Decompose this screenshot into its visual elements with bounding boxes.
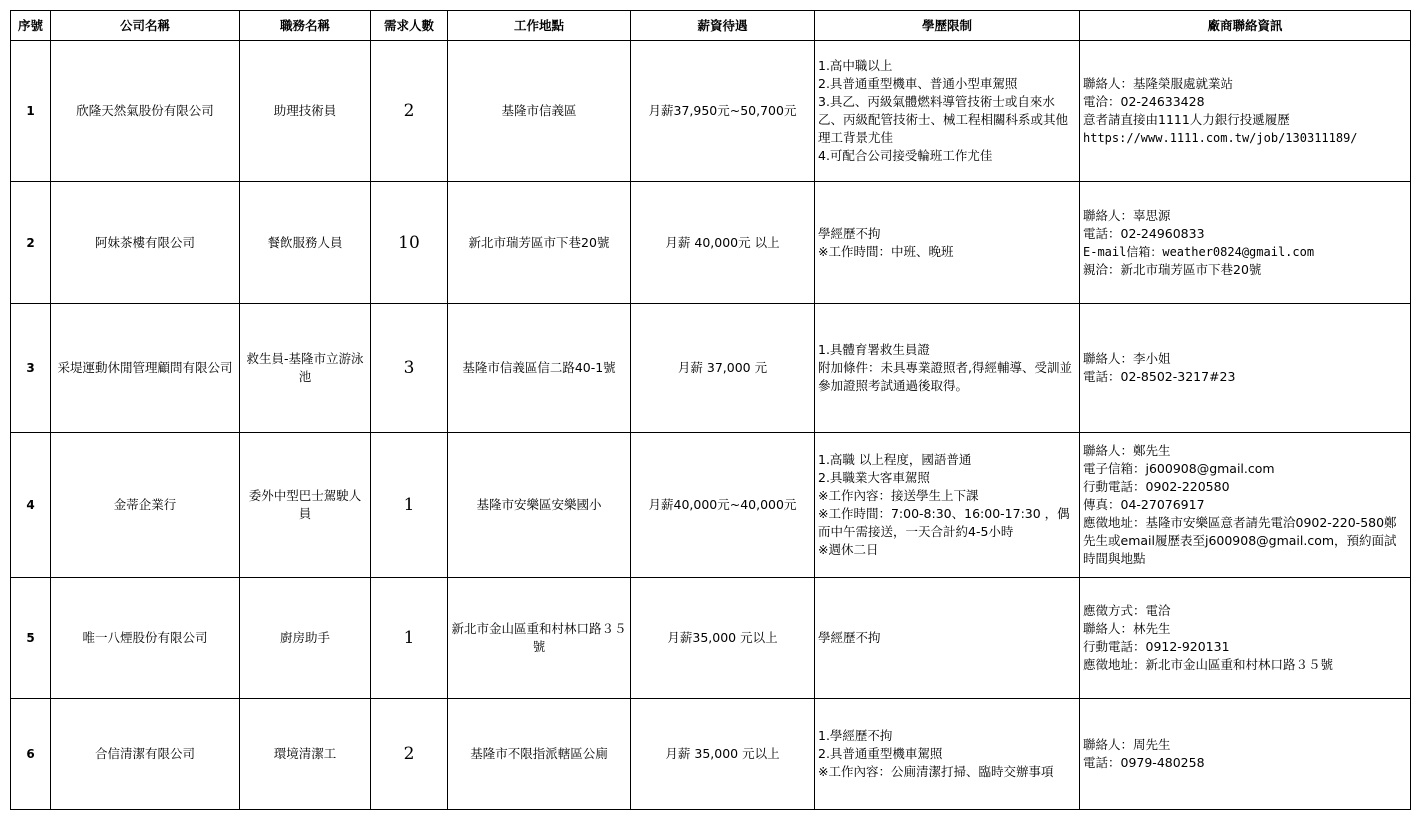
requirements-cell	[815, 699, 1080, 810]
header-row	[11, 11, 1411, 41]
requirement-line: 2.具普通重型機車駕照	[818, 746, 943, 761]
work-location: 新北市金山區重和村林口路３５號	[448, 578, 631, 699]
contact-line: 聯絡人：基隆榮服處就業站	[1083, 76, 1234, 91]
contact-cell	[1080, 578, 1411, 699]
contact-line: 聯絡人：辜思源	[1083, 207, 1171, 223]
contact-line: 應徵地址：新北市金山區重和村林口路３５號	[1083, 657, 1334, 672]
company-name: 唯一八煙股份有限公司	[51, 578, 240, 699]
contact-cell	[1080, 304, 1411, 433]
company-name: 阿妹茶樓有限公司	[51, 182, 240, 304]
position-name: 廚房助手	[240, 578, 371, 699]
contact-email[interactable]: E-mail信箱：weather0824@gmail.com	[1083, 244, 1315, 259]
salary: 月薪35,000 元以上	[631, 578, 815, 699]
table-row	[11, 182, 1411, 304]
position-name: 委外中型巴士駕駛人員	[240, 433, 371, 578]
requirement-line: ※工作時間：7:00-8:30、16:00-17:30 ，偶而中午需接送，一天合計約4-5小時	[818, 506, 1070, 539]
contact-email[interactable]: 電子信箱：j600908@gmail.com	[1083, 461, 1275, 476]
contact-line: 電洽：02-24633428	[1083, 94, 1205, 109]
company-name: 采堤運動休閒管理顧問有限公司	[51, 304, 240, 433]
contact-line: 電話：02-24960833	[1083, 225, 1205, 241]
row-number: 5	[11, 578, 51, 699]
work-location: 基隆市信義區信二路40-1號	[448, 304, 631, 433]
contact-line: 意者請直接由1111人力銀行投遞履歷	[1083, 112, 1290, 127]
requirements-cell	[815, 304, 1080, 433]
requirement-line: 4.可配合公司接受輪班工作尤佳	[818, 148, 993, 163]
requirement-line: 附加條件：未具專業證照者,得經輔導、受訓並參加證照考試通過後取得。	[818, 360, 1072, 393]
contact-line: 應徵方式：電洽	[1083, 603, 1171, 618]
work-location: 基隆市不限指派轄區公廁	[448, 699, 631, 810]
contact-line: 電話：0979-480258	[1083, 755, 1205, 770]
contact-line: 聯絡人：鄭先生	[1083, 443, 1171, 458]
requirements-cell	[815, 433, 1080, 578]
requirement-line: ※工作時間：中班、晚班	[818, 243, 954, 259]
headcount: 2	[371, 699, 448, 810]
header-position: 職務名稱	[240, 11, 371, 41]
requirements-cell	[815, 182, 1080, 304]
salary: 月薪 40,000元 以上	[631, 182, 815, 304]
contact-line: 行動電話：0912-920131	[1083, 639, 1230, 654]
requirement-line: 3.具乙、丙級氣體燃料導管技術士或自來水乙、丙級配管技術士、械工程相關科系或其他理工背景尤佳	[818, 94, 1069, 145]
contact-line: 電話：02-8502-3217#23	[1083, 369, 1236, 384]
requirement-line: 1.高中職以上	[818, 58, 893, 73]
company-name: 合信清潔有限公司	[51, 699, 240, 810]
requirement-line: ※週休二日	[818, 542, 879, 557]
work-location: 基隆市安樂區安樂國小	[448, 433, 631, 578]
contact-line: 聯絡人：林先生	[1083, 621, 1171, 636]
contact-cell	[1080, 433, 1411, 578]
contact-line: 傳真：04-27076917	[1083, 497, 1205, 512]
row-number: 1	[11, 41, 51, 182]
requirement-line: ※工作內容：公廁清潔打掃、臨時交辦事項	[818, 764, 1054, 779]
contact-line: 應徵地址：基隆市安樂區意者請先電洽0902-220-580鄭先生或email履歷表至j600908@gmail.com，預約面試時間與地點	[1083, 515, 1397, 566]
requirement-line: 1.學經歷不拘	[818, 728, 893, 743]
requirement-line: 1.具體育署救生員證	[818, 342, 930, 357]
headcount: 1	[371, 578, 448, 699]
requirements-cell	[815, 578, 1080, 699]
headcount: 10	[371, 182, 448, 304]
table-row	[11, 41, 1411, 182]
requirement-line: 1.高職 以上程度，國語普通	[818, 452, 972, 467]
headcount: 2	[371, 41, 448, 182]
header-requirements: 學歷限制	[815, 11, 1080, 41]
work-location: 新北市瑞芳區市下巷20號	[448, 182, 631, 304]
requirement-line: ※工作內容：接送學生上下課	[818, 488, 979, 503]
headcount: 3	[371, 304, 448, 433]
requirement-line: 2.具職業大客車駕照	[818, 470, 930, 485]
requirement-line: 學經歷不拘	[818, 630, 881, 645]
salary: 月薪40,000元~40,000元	[631, 433, 815, 578]
job-listing-sheet	[10, 10, 1411, 810]
position-name: 環境清潔工	[240, 699, 371, 810]
requirement-line: 學經歷不拘	[818, 225, 881, 241]
header-contact: 廠商聯絡資訊	[1080, 11, 1411, 41]
contact-line: 聯絡人：李小姐	[1083, 351, 1171, 366]
salary: 月薪 35,000 元以上	[631, 699, 815, 810]
headcount: 1	[371, 433, 448, 578]
contact-line: 親洽：新北市瑞芳區市下巷20號	[1083, 261, 1262, 277]
header-location: 工作地點	[448, 11, 631, 41]
row-number: 3	[11, 304, 51, 433]
contact-link[interactable]: https://www.1111.com.tw/job/130311189/	[1083, 131, 1358, 145]
job-table	[10, 10, 1411, 810]
contact-line: 聯絡人：周先生	[1083, 737, 1171, 752]
work-location: 基隆市信義區	[448, 41, 631, 182]
table-row	[11, 699, 1411, 810]
position-name: 助理技術員	[240, 41, 371, 182]
table-row	[11, 433, 1411, 578]
header-company: 公司名稱	[51, 11, 240, 41]
contact-cell	[1080, 699, 1411, 810]
requirements-cell	[815, 41, 1080, 182]
header-no: 序號	[11, 11, 51, 41]
salary: 月薪37,950元~50,700元	[631, 41, 815, 182]
row-number: 6	[11, 699, 51, 810]
header-count: 需求人數	[371, 11, 448, 41]
table-row	[11, 304, 1411, 433]
contact-cell	[1080, 41, 1411, 182]
company-name: 金蒂企業行	[51, 433, 240, 578]
position-name: 餐飲服務人員	[240, 182, 371, 304]
table-row	[11, 578, 1411, 699]
header-salary: 薪資待遇	[631, 11, 815, 41]
row-number: 2	[11, 182, 51, 304]
salary: 月薪 37,000 元	[631, 304, 815, 433]
company-name: 欣隆天然氣股份有限公司	[51, 41, 240, 182]
position-name: 救生員-基隆市立游泳池	[240, 304, 371, 433]
contact-line: 行動電話：0902-220580	[1083, 479, 1230, 494]
requirement-line: 2.具普通重型機車、普通小型車駕照	[818, 76, 1018, 91]
contact-cell	[1080, 182, 1411, 304]
row-number: 4	[11, 433, 51, 578]
